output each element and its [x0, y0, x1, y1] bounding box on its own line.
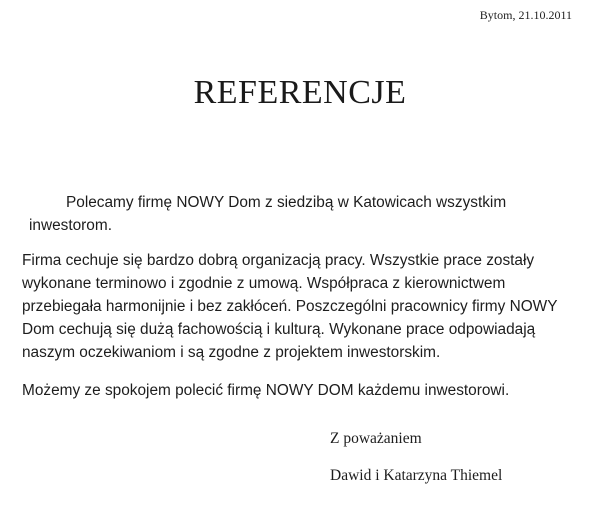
- place-date: Bytom, 21.10.2011: [479, 8, 572, 22]
- paragraph2-line: Dom cechują się dużą fachowością i kulturą. Wykonane prace odpowiadają: [22, 321, 536, 338]
- letter-title: REFERENCJE: [193, 74, 407, 111]
- paragraph2-line: wykonane terminowo i zgodnie z umową. Współpraca z kierownictwem: [22, 275, 506, 292]
- signature-names: Dawid i Katarzyna Thiemel: [330, 467, 503, 484]
- paragraph2-line: Firma cechuje się bardzo dobrą organizacją pracy. Wszystkie prace zostały: [22, 252, 535, 269]
- closing-salutation: Z poważaniem: [330, 430, 422, 447]
- paragraph1-line: inwestorom.: [29, 217, 112, 234]
- paragraph2-line: przebiegała harmonijnie i bez zakłóceń. Poszczególni pracownicy firmy NOWY: [22, 298, 558, 315]
- paragraph2-line: naszym oczekiwaniom i są zgodne z projektem inwestorskim.: [22, 344, 441, 361]
- paragraph3-line: Możemy ze spokojem polecić firmę NOWY DOM każdemu inwestorowi.: [22, 382, 510, 399]
- paragraph1-line: Polecamy firmę NOWY Dom z siedzibą w Katowicach wszystkim: [66, 194, 507, 211]
